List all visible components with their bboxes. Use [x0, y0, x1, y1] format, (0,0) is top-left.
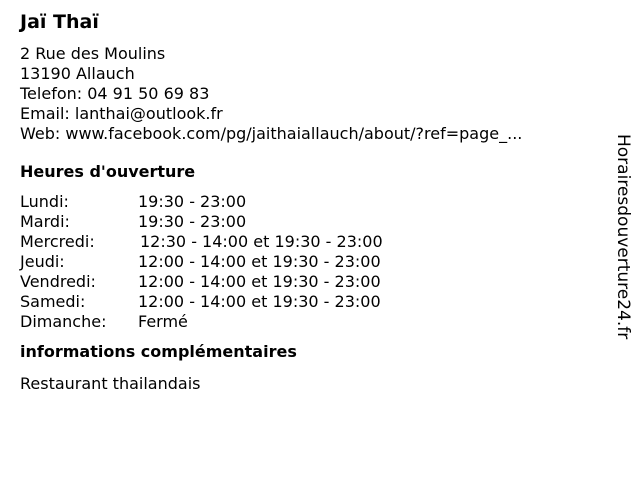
- time-value: Fermé: [138, 312, 188, 331]
- web-line: Web: www.facebook.com/pg/jaithaiallauch/about/?ref=page_...: [20, 124, 523, 143]
- day-label: Vendredi:: [20, 272, 96, 291]
- hours-row: [20, 232, 600, 252]
- time-value: 12:00 - 14:00 et 19:30 - 23:00: [138, 292, 381, 311]
- day-label: Mercredi:: [20, 232, 95, 251]
- time-value: 19:30 - 23:00: [138, 192, 247, 211]
- opening-hours-heading: Heures d'ouverture: [20, 162, 196, 181]
- hours-row: [20, 192, 600, 212]
- day-label: Mardi:: [20, 212, 70, 231]
- address-line-1: 2 Rue des Moulins: [20, 44, 166, 63]
- day-label: Lundi:: [20, 192, 69, 211]
- time-value: 12:00 - 14:00 et 19:30 - 23:00: [138, 272, 381, 291]
- day-label: Jeudi:: [20, 252, 65, 271]
- brand-watermark: Horairesdouverture24.fr: [613, 134, 633, 340]
- hours-row: [20, 292, 600, 312]
- hours-row: [20, 272, 600, 292]
- opening-hours-table: [20, 192, 600, 332]
- phone-line: Telefon: 04 91 50 69 83: [20, 84, 210, 103]
- day-label: Samedi:: [20, 292, 86, 311]
- business-name: Jaï Thaï: [20, 11, 99, 33]
- hours-row: [20, 212, 600, 232]
- additional-info-heading: informations complémentaires: [20, 342, 297, 361]
- time-value: 19:30 - 23:00: [138, 212, 247, 231]
- email-line: Email: lanthai@outlook.fr: [20, 104, 223, 123]
- time-value: 12:00 - 14:00 et 19:30 - 23:00: [138, 252, 381, 271]
- hours-row: [20, 252, 600, 272]
- additional-info-text: Restaurant thailandais: [20, 374, 201, 393]
- day-label: Dimanche:: [20, 312, 107, 331]
- time-value: 12:30 - 14:00 et 19:30 - 23:00: [140, 232, 383, 251]
- hours-row: [20, 312, 600, 332]
- address-line-2: 13190 Allauch: [20, 64, 135, 83]
- business-card: [20, 9, 600, 394]
